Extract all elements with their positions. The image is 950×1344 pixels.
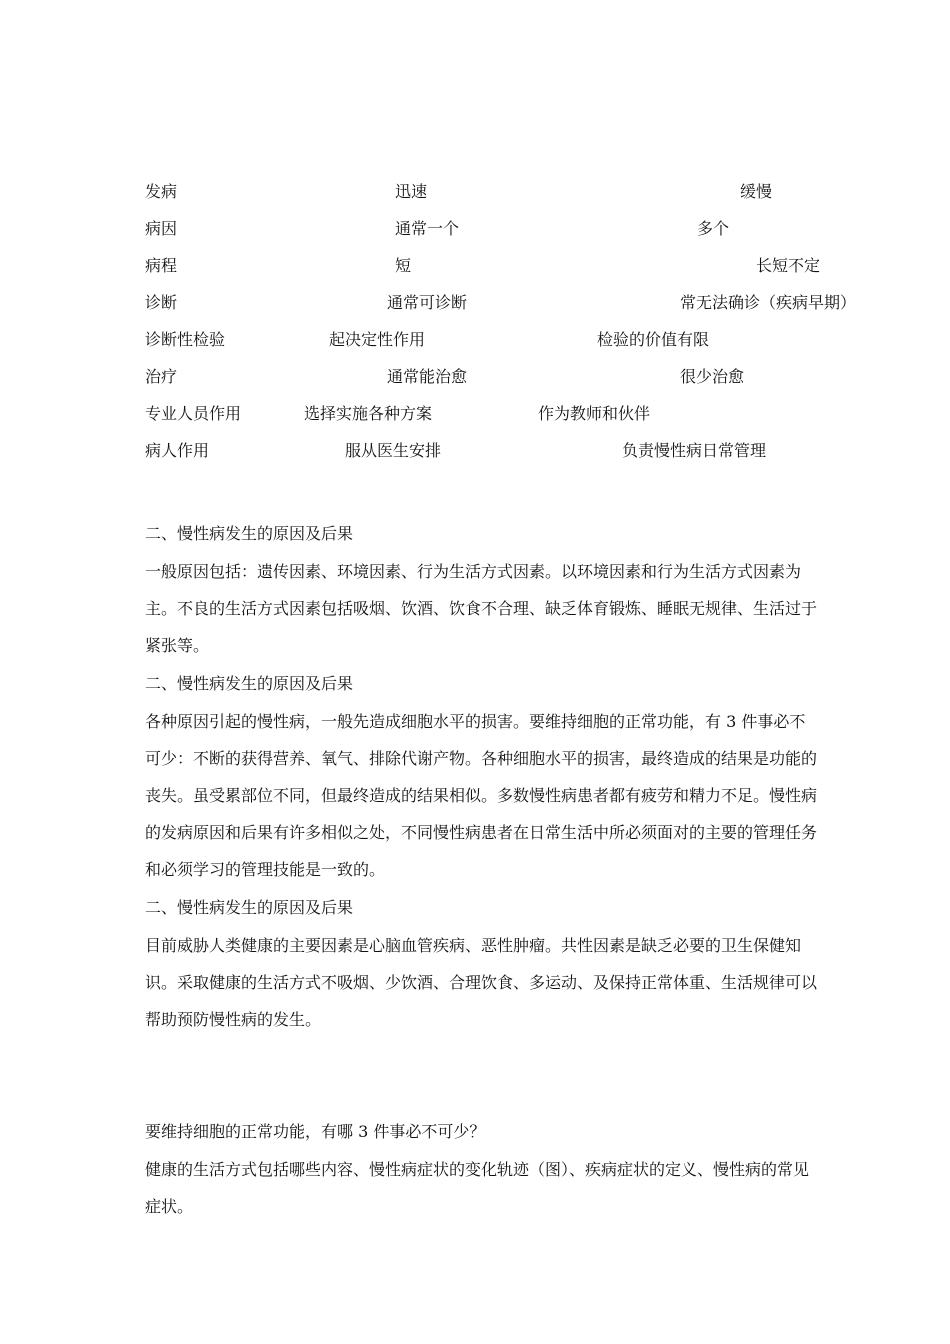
chronic-value: 缓慢 [740,182,773,201]
section-heading: 二、慢性病发生的原因及后果 [145,524,354,543]
section-body: 目前威胁人类健康的主要因素是心脑血管疾病、恶性肿瘤。共性因素是缺乏必要的卫生保健知识。采取健康的生活方式不吸烟、少饮酒、合理饮食、多运动、及保持正常体重、生活规律可以帮助预防慢性病的发生。 [145,936,818,1029]
chronic-value: 长短不定 [756,256,821,275]
acute-value: 服从医生安排 [345,441,442,460]
row-label: 病程 [145,256,178,275]
chronic-value: 负责慢性病日常管理 [622,441,767,460]
row-label: 诊断 [145,293,178,312]
section-body: 各种原因引起的慢性病，一般先造成细胞水平的损害。要维持细胞的正常功能，有 3 件事必不可少：不断的获得营养、氧气、排除代谢产物。各种细胞水平的损害，最终造成的结果是功能的丧失。虽受累部位不同，但最终造成的结果相似。多数慢性病患者都有疲劳和精力不足。慢性病的发病原因和后果有许多相似之处，不同慢性病患者在日常生活中所必须面对的主要的管理任务和必须学习的管理技能是一致的。 [145,712,818,879]
acute-value: 通常一个 [395,219,460,238]
acute-value: 短 [395,256,412,275]
question-paragraph: 健康的生活方式包括哪些内容、慢性病症状的变化轨迹（图）、疾病症状的定义、慢性病的常见症状。 [145,1160,810,1216]
section-heading: 二、慢性病发生的原因及后果 [145,898,354,917]
section-body: 一般原因包括：遗传因素、环境因素、行为生活方式因素。以环境因素和行为生活方式因素为主。不良的生活方式因素包括吸烟、饮酒、饮食不合理、缺乏体育锻炼、睡眠无规律、生活过于紧张等。 [145,562,818,655]
acute-value: 起决定性作用 [329,330,426,349]
row-label: 病人作用 [145,441,210,460]
acute-value: 迅速 [395,182,428,201]
row-label: 病因 [145,219,178,238]
section-heading: 二、慢性病发生的原因及后果 [145,674,354,693]
chronic-value: 检验的价值有限 [597,330,710,349]
row-label: 诊断性检验 [145,330,226,349]
row-label: 发病 [145,182,178,201]
acute-value: 通常可诊断 [387,293,468,312]
acute-value: 选择实施各种方案 [304,404,433,423]
row-label: 治疗 [145,367,178,386]
row-label: 专业人员作用 [145,404,242,423]
chronic-value: 多个 [697,219,730,238]
chronic-value: 作为教师和伙伴 [538,404,651,423]
question-line: 要维持细胞的正常功能，有哪 3 件事必不可少？ [145,1122,486,1141]
acute-value: 通常能治愈 [387,367,468,386]
chronic-value: 常无法确诊（疾病早期） [680,293,857,312]
chronic-value: 很少治愈 [680,367,745,386]
